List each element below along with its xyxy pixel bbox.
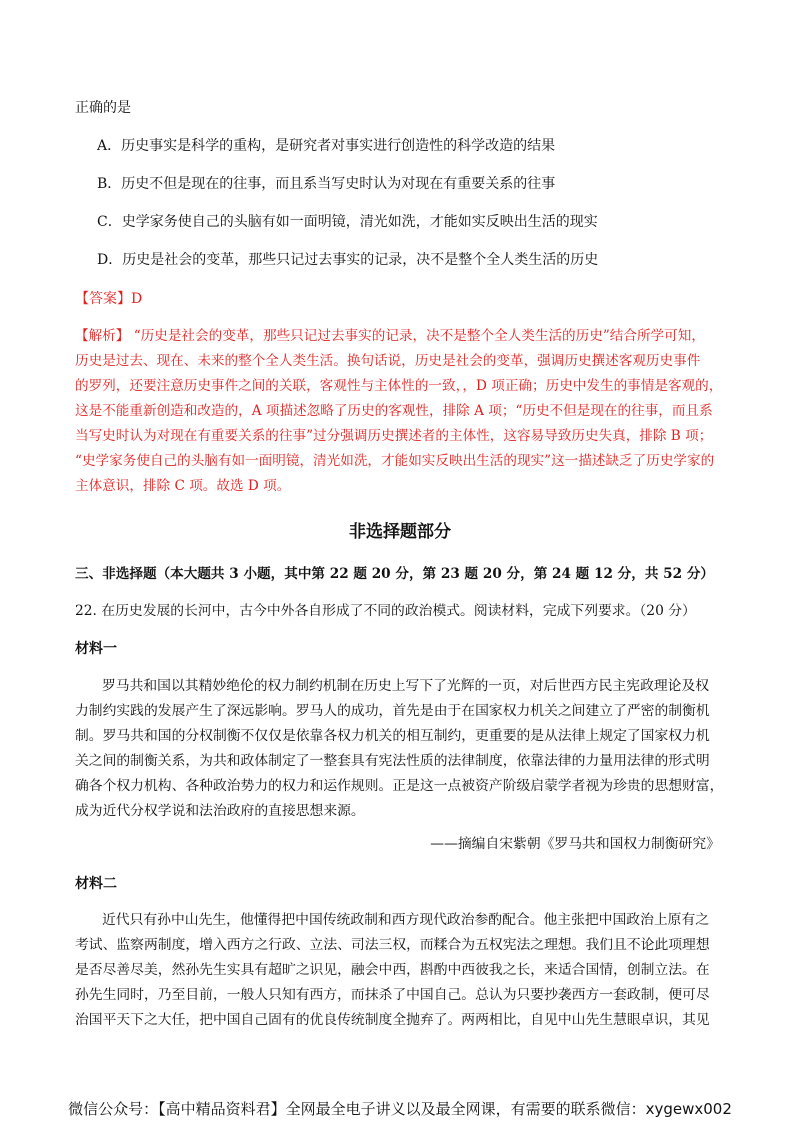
option-a: A．历史事实是科学的重构，是研究者对事实进行创造性的科学改造的结果	[97, 138, 556, 154]
material-2-title: 材料二	[75, 876, 117, 892]
analysis-line: 历史是过去、现在、未来的整个全人类生活。换句话说，历史是社会的变革，强调历史撰述客观历史事件	[75, 353, 701, 369]
answer-label: 【答案】	[75, 291, 131, 307]
option-c: C．史学家务使自己的头脑有如一面明镜，清光如洗，才能如实反映出生活的现实	[97, 214, 598, 230]
material-2-line: 是否尽善尽美，然孙先生实具有超旷之识见，融会中西，斟酌中西彼我之长，来适合国情，创制立法。在	[75, 962, 710, 978]
analysis-line: 这是不能重新创造和改造的，A 项描述忽略了历史的客观性，排除 A 项；“历史不但是现在的往事，而且系	[75, 403, 713, 419]
answer-value: D	[131, 291, 143, 307]
material-2-line: 治国平天下之大任，把中国自己固有的优良传统制度全抛弃了。两两相比，自见中山先生慧眼卓识，其见	[75, 1012, 710, 1028]
material-2-line: 考试、监察两制度，增入西方之行政、立法、司法三权，而糅合为五权宪法之理想。我们且不论此项理想	[75, 937, 710, 953]
section-title: 非选择题部分	[349, 522, 451, 542]
material-1-line: 成为近代分权学说和法治政府的直接思想来源。	[75, 803, 365, 819]
material-1-title: 材料一	[75, 641, 117, 657]
question-stem-tail: 正确的是	[75, 100, 131, 116]
footer-wechat-note: 微信公众号：【高中精品资料君】全网最全电子讲义以及最全网课，有需要的联系微信：xygewx002	[68, 1100, 732, 1118]
analysis-line: “史学家务使自己的头脑有如一面明镜，清光如洗，才能如实反映出生活的现实”这一描述缺乏了历史学家的	[75, 453, 715, 469]
material-1-line: 罗马共和国以其精妙绝伦的权力制约机制在历史上写下了光辉的一页，对后世西方民主宪政理论及权	[102, 678, 710, 694]
material-1-line: 关之间的制衡关系，为共和政体制定了一整套具有宪法性质的法律制度，依靠法律的力量用法律的形式明	[75, 753, 710, 769]
answer	[75, 290, 142, 308]
option-b: B．历史不但是现在的往事，而且系当写史时认为对现在有重要关系的往事	[97, 176, 556, 192]
material-2-line: 孙先生同时，乃至目前，一般人只知有西方，而抹杀了中国自己。总认为只要抄袭西方一套政制，便可尽	[75, 987, 710, 1003]
material-1-line: 力制约实践的发展产生了深远影响。罗马人的成功，首先是由于在国家权力机关之间建立了严密的制衡机	[75, 703, 710, 719]
material-1-line: 确各个权力机构、各种政治势力的权力和运作规则。正是这一点被资产阶级启蒙学者视为珍贵的思想财富，	[75, 778, 724, 794]
section-header: 三、非选择题（本大题共 3 小题，其中第 22 题 20 分，第 23 题 20 分，第 24 题 12 分，共 52 分）	[75, 566, 715, 582]
question-22-prompt: 22. 在历史发展的长河中，古今中外各自形成了不同的政治模式。阅读材料，完成下列要求。（20 分）	[75, 603, 696, 619]
analysis-line: 当写史时认为对现在有重要关系的往事”过分强调历史撰述者的主体性，这容易导致历史失真，排除 B 项；	[75, 428, 713, 444]
analysis-line: 的罗列，还要注意历史事件之间的关联，客观性与主体性的一致，，D 项正确；历史中发生的事情是客观的，	[75, 378, 723, 394]
analysis-line: 主体意识，排除 C 项。故选 D 项。	[75, 478, 291, 494]
analysis-label: 【解析】	[75, 328, 130, 344]
material-1-source: ——摘编自宋紫朝《罗马共和国权力制衡研究》	[430, 836, 720, 852]
option-d: D．历史是社会的变革，那些只记过去事实的记录，决不是整个全人类生活的历史	[97, 252, 599, 268]
analysis-line: 【解析】 “历史是社会的变革，那些只记过去事实的记录，决不是整个全人类生活的历史”结合所学可知，	[75, 328, 705, 344]
material-2-line: 近代只有孙中山先生，他懂得把中国传统政制和西方现代政治参酌配合。他主张把中国政治上原有之	[102, 912, 710, 928]
material-1-line: 制。罗马共和国的分权制衡不仅仅是依靠各权力机关的相互制约，更重要的是从法律上规定了国家权力机	[75, 728, 710, 744]
